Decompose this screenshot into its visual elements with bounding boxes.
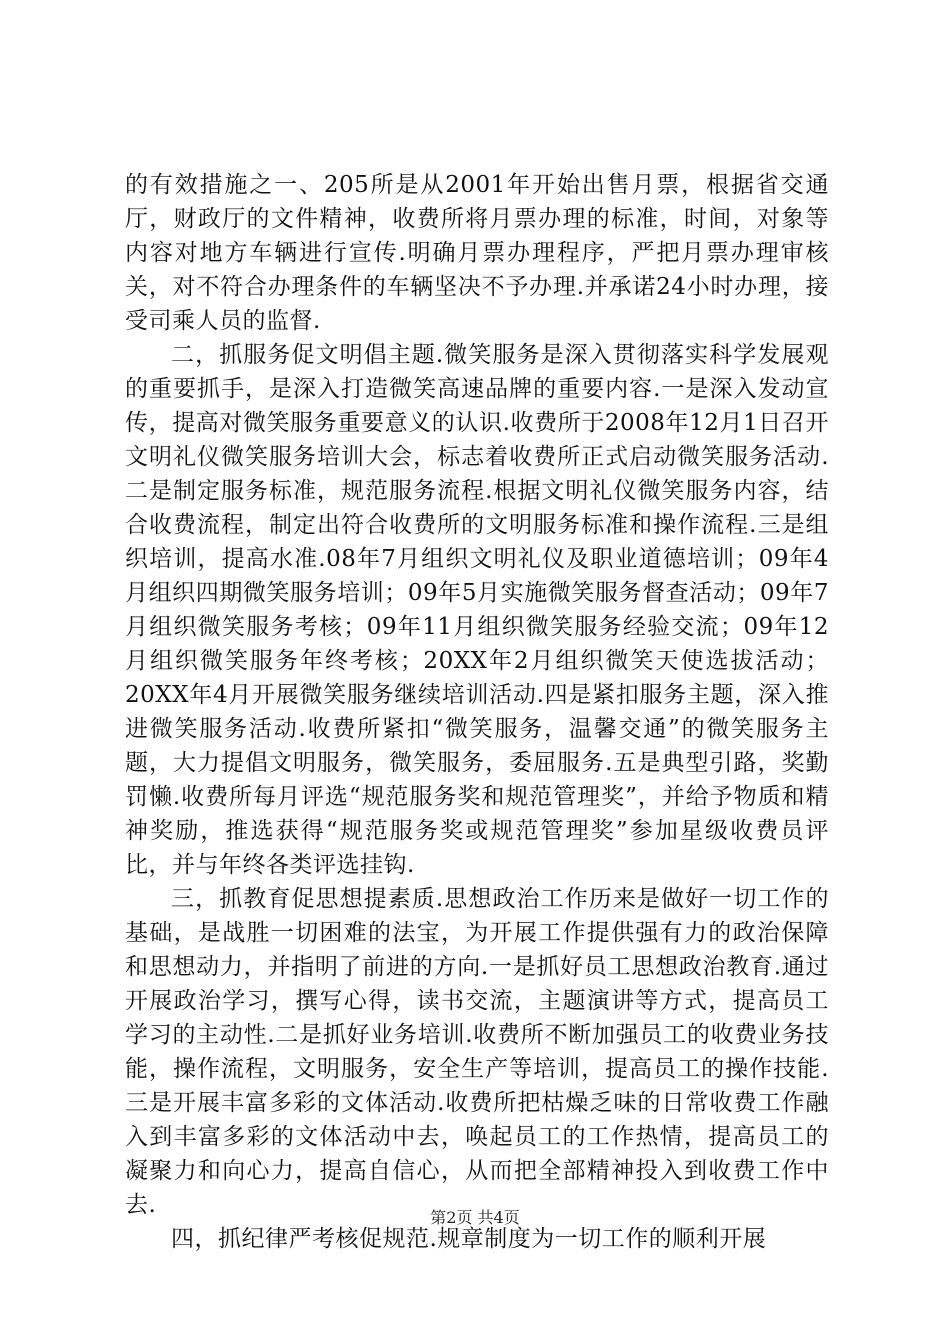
page-number-footer: 第2页 共4页: [430, 1208, 520, 1227]
paragraph-education: 三，抓教育促思想提素质.思想政治工作历来是做好一切工作的基础，是战胜一切困难的法宝，为开展工作提供强有力的政治保障和思想动力，并指明了前进的方向.一是抓好员工思想政治教育.通过开展政治学习，撰写心得，读书交流，主题演讲等方式，提高员工学习的主动性.二是抓好业务培训.收费所不断加强员工的收费业务技能，操作流程，文明服务，安全生产等培训，提高员工的操作技能.三是开展丰富多彩的文体活动.收费所把枯燥乏味的日常收费工作融入到丰富多彩的文体活动中去，唤起员工的工作热情，提高员工的凝聚力和向心力，提高自信心，从而把全部精神投入到收费工作中去.: [125, 886, 829, 1218]
paragraph-discipline: 四，抓纪律严考核促规范.规章制度为一切工作的顺利开展: [171, 1226, 767, 1252]
document-body: [125, 168, 829, 1256]
paragraph-continuation: 的有效措施之一、205所是从2001年开始出售月票，根据省交通厅，财政厅的文件精神，收费所将月票办理的标准，时间，对象等内容对地方车辆进行宣传.明确月票办理程序，严把月票办理审核关，对不符合办理条件的车辆坚决不予办理.并承诺24小时办理，接受司乘人员的监督.: [125, 172, 829, 334]
paragraph-service: 二，抓服务促文明倡主题.微笑服务是深入贯彻落实科学发展观的重要抓手，是深入打造微笑高速品牌的重要内容.一是深入发动宣传，提高对微笑服务重要意义的认识.收费所于2008年12月1日召开文明礼仪微笑服务培训大会，标志着收费所正式启动微笑服务活动.二是制定服务标准，规范服务流程.根据文明礼仪微笑服务内容，结合收费流程，制定出符合收费所的文明服务标准和操作流程.三是组织培训，提高水准.08年7月组织文明礼仪及职业道德培训；09年4月组织四期微笑服务培训；09年5月实施微笑服务督查活动；09年7月组织微笑服务考核；09年11月组织微笑服务经验交流；09年12月组织微笑服务年终考核；20XX年2月组织微笑天使选拔活动；20XX年4月开展微笑服务继续培训活动.四是紧扣服务主题，深入推进微笑服务活动.收费所紧扣“微笑服务，温馨交通”的微笑服务主题，大力提倡文明服务，微笑服务，委屈服务.五是典型引路，奖勤罚懒.收费所每月评选“规范服务奖和规范管理奖”，并给予物质和精神奖励，推选获得“规范服务奖或规范管理奖”参加星级收费员评比，并与年终各类评选挂钩.: [125, 342, 829, 878]
